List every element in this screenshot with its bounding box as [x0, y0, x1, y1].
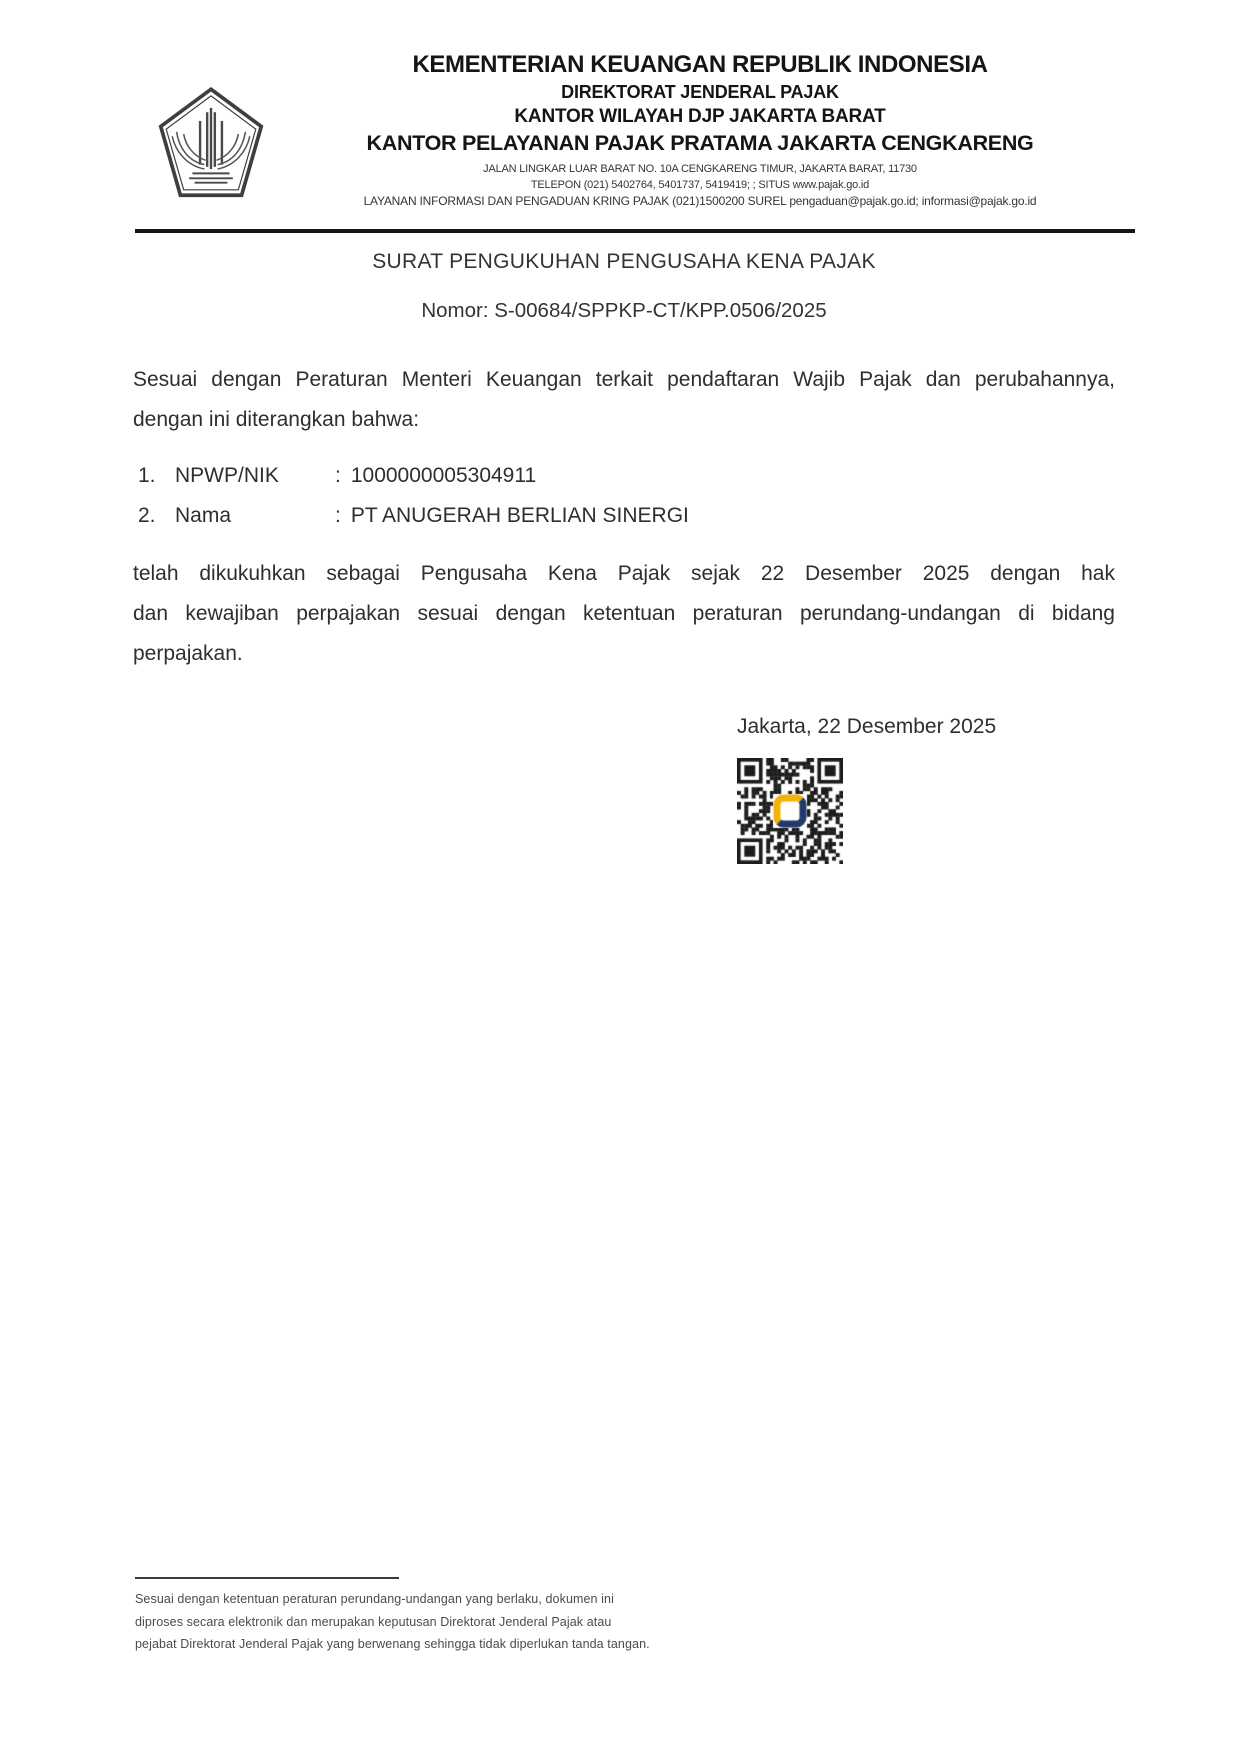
opening-paragraph — [133, 360, 1115, 440]
place-and-date: Jakarta, 22 Desember 2025 — [737, 715, 997, 738]
office-telephone: TELEPON (021) 5402764, 5401737, 5419419; ; SITUS www.pajak.go.id — [530, 179, 870, 191]
npwp-value: 1000000005304911 — [350, 464, 537, 487]
closing-line: telah dikukuhkan sebagai Pengusaha Kena Pajak sejak 22 Desember 2025 dengan hak — [133, 562, 1115, 585]
office-address: JALAN LINGKAR LUAR BARAT NO. 10A CENGKARENG TIMUR, JAKARTA BARAT, 11730 — [483, 163, 917, 175]
closing-line: dan kewajiban perpajakan sesuai dengan ketentuan peraturan perundang-undangan di bidang — [133, 602, 1115, 625]
company-name-value: PT ANUGERAH BERLIAN SINERGI — [350, 504, 689, 527]
office-service-contact: LAYANAN INFORMASI DAN PENGADUAN KRING PAJAK (021)1500200 SUREL pengaduan@pajak.go.id; informasi@pajak.go.id — [363, 194, 1037, 208]
field-label-npwp: NPWP/NIK — [175, 464, 279, 487]
field-value-npwp — [335, 456, 1115, 496]
regional-office-name: KANTOR WILAYAH DJP JAKARTA BARAT — [514, 106, 886, 127]
document-number: Nomor: S-00684/SPPKP-CT/KPP.0506/2025 — [421, 299, 827, 322]
disclaimer-line: Sesuai dengan ketentuan peraturan perundang-undangan yang berlaku, dokumen ini — [135, 1592, 614, 1606]
letterhead — [272, 50, 1128, 210]
field-number: 1. — [138, 464, 156, 487]
field-row-nama — [133, 496, 1115, 536]
disclaimer-line: diproses secara elektronik dan merupakan keputusan Direktorat Jenderal Pajak atau — [135, 1614, 612, 1629]
footer-divider — [135, 1577, 399, 1579]
field-row-npwp — [133, 456, 1115, 496]
closing-paragraph — [133, 554, 1115, 674]
closing-line: perpajakan. — [133, 642, 243, 665]
qr-code — [737, 758, 843, 864]
directorate-name: DIREKTORAT JENDERAL PAJAK — [561, 82, 839, 102]
taxpayer-fields — [133, 456, 1115, 536]
field-separator: : — [335, 464, 341, 487]
kemenkeu-logo-icon — [156, 86, 266, 204]
footer-disclaimer — [135, 1588, 695, 1656]
tax-office-name: KANTOR PELAYANAN PAJAK PRATAMA JAKARTA CENGKARENG — [366, 131, 1034, 155]
opening-line: dengan ini diterangkan bahwa: — [133, 408, 420, 431]
disclaimer-line: pejabat Direktorat Jenderal Pajak yang berwenang sehingga tidak diperlukan tanda tangan. — [135, 1637, 650, 1651]
document-title: SURAT PENGUKUHAN PENGUSAHA KENA PAJAK — [372, 250, 876, 273]
field-separator: : — [335, 504, 341, 527]
opening-line: Sesuai dengan Peraturan Menteri Keuangan terkait pendaftaran Wajib Pajak dan perubahannya, — [133, 368, 1115, 391]
field-value-nama — [335, 496, 1115, 536]
letterhead-divider — [135, 229, 1135, 233]
field-number: 2. — [138, 504, 156, 527]
ministry-name: KEMENTERIAN KEUANGAN REPUBLIK INDONESIA — [412, 51, 988, 78]
field-label-nama: Nama — [175, 504, 232, 527]
